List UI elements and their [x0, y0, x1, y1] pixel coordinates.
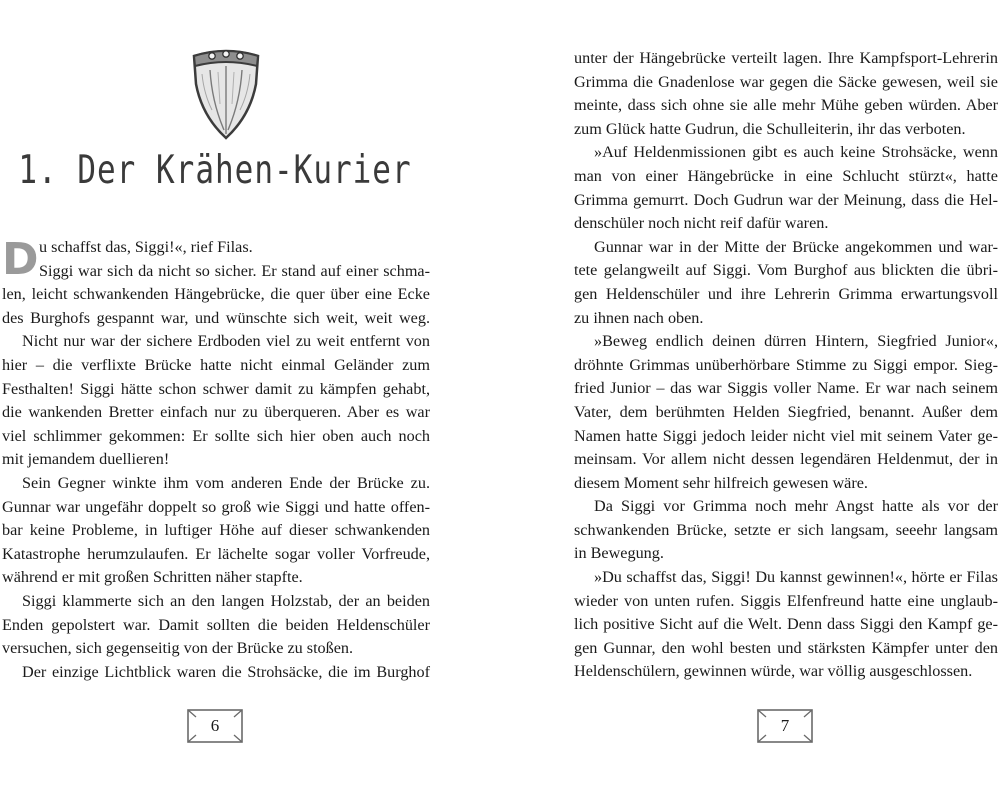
text-line: Da Siggi vor Grimma noch mehr Angst hatte als vor der: [594, 497, 998, 516]
text-line: unter der Hängebrücke verteilt lagen. Ihre Kampfsport-Lehrerin: [574, 49, 998, 67]
text-line: gen Heldenschüler und ihre Lehrerin Grimma erwartungsvoll: [574, 284, 998, 303]
shield-icon: [188, 44, 264, 140]
text-line: Sein Gegner winkte ihm vom anderen Ende der Brücke zu.: [22, 473, 430, 492]
page-number-frame: [186, 707, 244, 745]
text-line: meinte, dass sich ohne sie alle mehr Mühe geben würden. Aber: [574, 96, 998, 115]
text-line: »Beweg endlich deinen dürren Hintern, Siegfried Junior«,: [594, 332, 998, 351]
text-line: Enden gepolstert war. Damit sollten die beiden Heldenschüler: [2, 615, 430, 634]
text-line: Grimma gemurrt. Doch Gudrun war der Meinung, dass die Hel-: [574, 190, 998, 209]
text-line: Grimma die Gnadenlose war gegen die Säcke gewesen, weil sie: [574, 72, 998, 91]
text-line: tete gelangweilt auf Siggi. Vom Burghof aus blickten die übri-: [574, 261, 998, 280]
text-line: Der einzige Lichtblick waren die Strohsäcke, die im Burghof: [22, 662, 430, 681]
text-line: Siggi klammerte sich an den langen Holzstab, der an beiden: [22, 591, 430, 610]
text-line: fried Junior – das war Siggis voller Name. Er war nach seinem: [574, 379, 998, 398]
text-line: hier – die verflixte Brücke hatte nicht einmal Geländer zum: [2, 355, 430, 374]
text-line: bar keine Probleme, in luftiger Höhe auf dieser schwankenden: [2, 521, 430, 540]
left-page-text: [2, 236, 430, 684]
drop-cap: D: [2, 234, 39, 285]
chapter-title: 1. Der Krähen-Kurier: [18, 148, 412, 193]
text-line: gen Gunnar, den wohl besten und stärksten Kämpfer unter den: [574, 638, 998, 657]
text-line: u schaffst das, Siggi!«, rief Filas.: [39, 238, 253, 256]
text-line: Festhalten! Siggi hätte schon schwer damit zu kämpfen gehabt,: [2, 379, 430, 398]
text-line: dröhnte Grimmas unüberhörbare Stimme zu Siggi empor. Sieg-: [574, 355, 998, 374]
right-page-text: [574, 47, 998, 684]
text-line: Nicht nur war der sichere Erdboden viel zu weit entfernt von: [22, 332, 430, 351]
text-line: zum Glück hatte Gudrun, die Schulleiterin, ihr das verboten.: [574, 119, 966, 138]
text-line: viel schlimmer gekommen: Er sollte sich hier oben auch noch: [2, 426, 430, 445]
text-line: schwankenden Brücke, setzte er sich langsam, seeehr langsam: [574, 520, 998, 539]
text-line: meinsam. Vor allem nicht dessen legendären Heldenmut, der in: [574, 450, 998, 469]
text-line: des Burghofs gespannt war, und wünschte sich weit, weit weg.: [2, 308, 430, 327]
text-line: die wankenden Bretter einfach nur zu überqueren. Aber es war: [2, 403, 430, 422]
text-line: denschüler noch nicht reif dafür waren.: [574, 214, 829, 233]
text-line: len, leicht schwankenden Hängebrücke, die quer über eine Ecke: [2, 285, 430, 304]
text-line: in Bewegung.: [574, 544, 664, 563]
text-line: mit jemandem duellieren!: [2, 450, 170, 469]
text-line: man von einer Hängebrücke in eine Schlucht stürzt«, hatte: [574, 166, 998, 185]
text-line: während er mit großen Schritten näher stapfte.: [2, 568, 303, 587]
text-line: Vater, dem berühmten Helden Siegfried, benannt. Außer dem: [574, 402, 998, 421]
text-line: Gunnar war in der Mitte der Brücke angekommen und war-: [594, 237, 998, 256]
text-line: »Auf Heldenmissionen gibt es auch keine Strohsäcke, wenn: [594, 143, 998, 162]
text-line: lich positive Sicht auf die Welt. Denn dass Siggi den Kampf ge-: [574, 615, 998, 634]
text-line: Namen hatte Siggi jedoch leider nicht viel mit seinem Vater ge-: [574, 426, 998, 445]
page-number: 7: [780, 716, 790, 735]
text-line: diesem Moment sehr hilfreich gewesen wäre.: [574, 473, 868, 492]
text-line: Heldenschülern, gewinnen würde, war völlig ausgeschlossen.: [574, 662, 973, 681]
page-number: 6: [210, 716, 220, 735]
text-line: zu ihnen nach oben.: [574, 308, 704, 327]
text-line: Katastrophe herumzulaufen. Er lächelte sogar voller Vorfreude,: [2, 544, 430, 563]
text-line: versuchen, sich gegenseitig von der Brücke zu stoßen.: [2, 639, 354, 658]
text-line: »Du schaffst das, Siggi! Du kannst gewinnen!«, hörte er Filas: [594, 568, 998, 587]
text-line: Gunnar war ungefähr doppelt so groß wie Siggi und hatte offen-: [2, 497, 430, 516]
page-number-frame: [756, 707, 814, 745]
text-line: wieder von unten rufen. Siggis Elfenfreund hatte eine unglaub-: [574, 591, 998, 610]
text-line: Siggi war sich da nicht so sicher. Er stand auf einer schma-: [39, 261, 430, 280]
